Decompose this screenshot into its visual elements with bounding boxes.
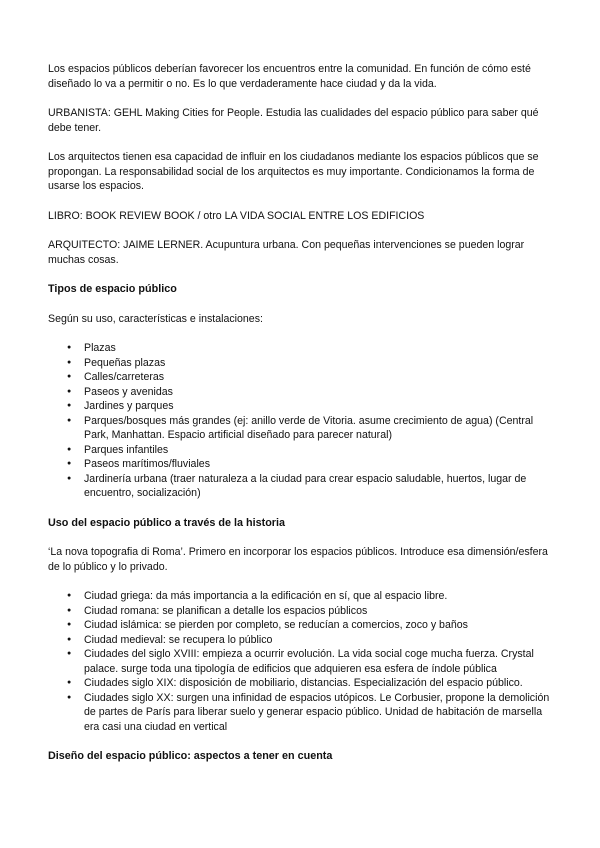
list-item: ● Ciudad griega: da más importancia a la edificación en sí, que al espacio libre. [84, 589, 556, 604]
paragraph-segun-uso: Según su uso, características e instalaciones: [48, 312, 263, 325]
list-tipos-espacio [48, 341, 556, 501]
list-item: ● Plazas [84, 341, 556, 356]
list-historia [48, 589, 556, 734]
list-item: ● Ciudades siglo XIX: disposición de mobiliario, distancias. Especialización del espacio público. [84, 676, 556, 691]
paragraph-arquitectos: Los arquitectos tienen esa capacidad de influir en los ciudadanos mediante los espacios públicos que se propongan. La responsabilidad social de los arquitectos es muy importante. Condicionamos la forma de usarse los espacios. [48, 151, 539, 192]
paragraph-encuentros: Los espacios públicos deberían favorecer los encuentros entre la comunidad. En función de cómo esté diseñado lo va a permitir o no. Es lo que verdaderamente hace ciudad y da la vida. [48, 63, 531, 90]
list-item: ● Ciudades siglo XX: surgen una infinidad de espacios utópicos. Le Corbusier, propone la demolición de partes de París para liberar suelo y generar espacio público. Unidad de habitación de marsella era casi una ciudad en vertical [84, 691, 556, 735]
paragraph-libro: LIBRO: BOOK REVIEW BOOK / otro LA VIDA SOCIAL ENTRE LOS EDIFICIOS [48, 209, 425, 222]
heading-tipos-espacio-publico: Tipos de espacio público [48, 283, 177, 295]
list-item: ● Ciudad medieval: se recupera lo público [84, 633, 556, 648]
paragraph-nova-topografia: ‘La nova topografia di Roma’. Primero en incorporar los espacios públicos. Introduce esa dimensión/esfera de lo público y lo privado. [48, 546, 548, 573]
list-item: ● Paseos y avenidas [84, 385, 556, 400]
paragraph-urbanista-gehl: URBANISTA: GEHL Making Cities for People. Estudia las cualidades del espacio público para saber qué debe tener. [48, 107, 539, 134]
paragraph-jaime-lerner: ARQUITECTO: JAIME LERNER. Acupuntura urbana. Con pequeñas intervenciones se pueden lograr muchas cosas. [48, 239, 525, 266]
list-item: ● Calles/carreteras [84, 370, 556, 385]
list-item: ● Ciudad romana: se planifican a detalle los espacios públicos [84, 604, 556, 619]
list-item: ● Jardines y parques [84, 399, 556, 414]
list-item: ● Parques/bosques más grandes (ej: anillo verde de Vitoria. asume crecimiento de agua) (Central Park, Manhattan. Espacio artificial diseñado para parecer natural) [84, 414, 556, 443]
list-item: ● Parques infantiles [84, 443, 556, 458]
list-item: ● Ciudad islámica: se pierden por completo, se reducían a comercios, zoco y baños [84, 618, 556, 633]
list-item: ● Jardinería urbana (traer naturaleza a la ciudad para crear espacio saludable, huertos, lugar de encuentro, socialización) [84, 472, 556, 501]
list-item: ● Pequeñas plazas [84, 356, 556, 371]
heading-uso-historia: Uso del espacio público a través de la historia [48, 516, 286, 529]
list-item: ● Ciudades del siglo XVIII: empieza a ocurrir evolución. La vida social coge mucha fuerza. Crystal palace. surge toda una tipología de edificios que adquieren esa esfera de índole pública [84, 647, 556, 676]
list-item: ● Paseos marítimos/fluviales [84, 457, 556, 472]
heading-diseno-espacio: Diseño del espacio público: aspectos a tener en cuenta [48, 750, 333, 762]
